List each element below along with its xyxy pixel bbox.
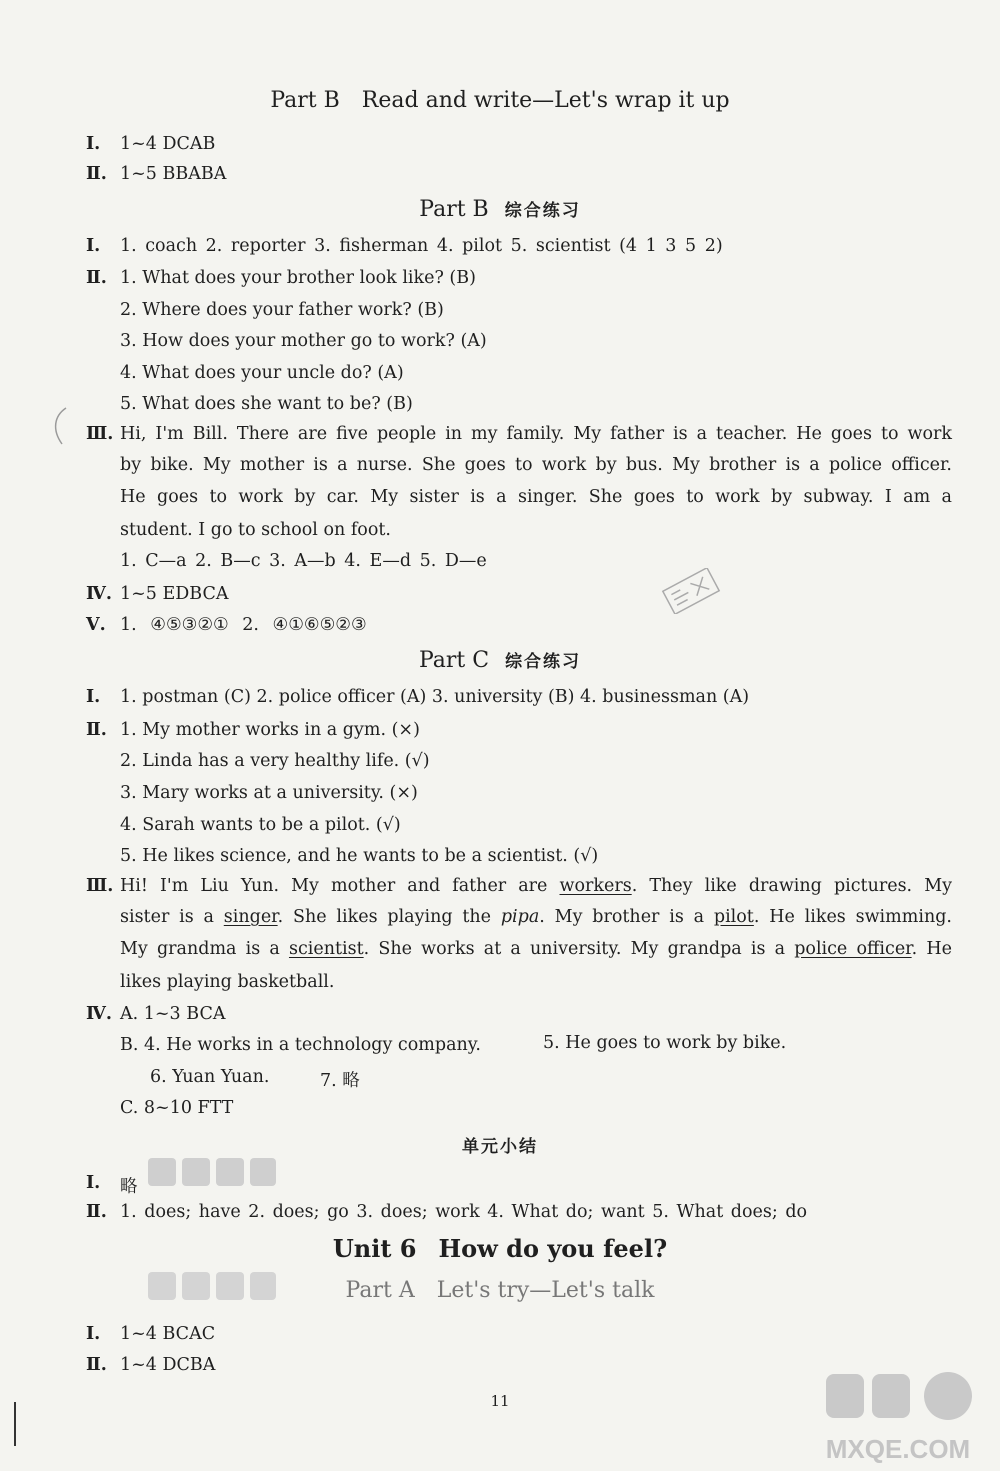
text: My grandma is a bbox=[120, 939, 289, 959]
roman-2: Ⅱ. bbox=[86, 268, 107, 288]
filled-blank: workers bbox=[559, 876, 632, 896]
roman-1: Ⅰ. bbox=[86, 1173, 101, 1193]
list-item: 2. Where does your father work? (B) bbox=[120, 300, 444, 320]
filled-blank: scientist bbox=[288, 939, 364, 959]
watermark-logo bbox=[800, 1370, 996, 1470]
answer-line: 1. postman (C) 2. police officer (A) 3. university (B) 4. businessman (A) bbox=[120, 687, 750, 707]
title-part-label: Part B bbox=[270, 88, 340, 113]
passage-line: student. I go to school on foot. bbox=[120, 520, 391, 540]
answer-line: 1~5 EDBCA bbox=[120, 584, 229, 604]
answer-line: 6. Yuan Yuan. bbox=[150, 1067, 270, 1087]
text: . He likes swimming. bbox=[753, 907, 952, 927]
title-part-label: Part C bbox=[418, 648, 490, 673]
roman-3: Ⅲ. bbox=[86, 424, 114, 444]
text: . She works at a university. My grandpa is a bbox=[363, 939, 795, 959]
roman-2: Ⅱ. bbox=[86, 1355, 107, 1375]
answer-line: C. 8~10 FTT bbox=[120, 1098, 234, 1118]
watermark-stamp-icon bbox=[140, 1148, 280, 1196]
answer-line: 1~4 DCBA bbox=[120, 1355, 216, 1375]
filled-blank: police officer bbox=[794, 939, 912, 959]
answer-line: 1. does; have 2. does; go 3. does; work 4. What do; want 5. What does; do bbox=[120, 1202, 808, 1222]
passage-line bbox=[120, 939, 952, 959]
list-item: 3. Mary works at a university. (×) bbox=[120, 783, 418, 803]
text: . She likes playing the bbox=[277, 907, 501, 927]
answer-line: 5. He goes to work by bike. bbox=[543, 1033, 787, 1053]
answer-line: 1. coach 2. reporter 3. fisherman 4. pilot 5. scientist (4 1 3 5 2) bbox=[120, 236, 723, 256]
roman-4: Ⅳ. bbox=[86, 1004, 112, 1024]
text: Hi! I'm Liu Yun. My mother and father are bbox=[120, 876, 560, 896]
watermark-stamp-icon bbox=[140, 1262, 280, 1310]
title-cn: 综合练习 bbox=[505, 652, 582, 672]
text: . My brother is a bbox=[539, 907, 714, 927]
list-item: 3. How does your mother go to work? (A) bbox=[120, 331, 487, 351]
text: . They like drawing pictures. My bbox=[631, 876, 953, 896]
pencil-mark bbox=[48, 404, 72, 448]
title-text: Let's try—Let's talk bbox=[436, 1278, 655, 1303]
text: sister is a bbox=[120, 907, 224, 927]
answer-line: 7. 略 bbox=[320, 1071, 360, 1091]
title-part-label: Part A bbox=[345, 1278, 415, 1303]
unit-title: How do you feel? bbox=[438, 1234, 668, 1263]
answer-line: B. 4. He works in a technology company. bbox=[120, 1035, 481, 1055]
answer-line: 1~4 DCAB bbox=[120, 134, 216, 154]
passage-line bbox=[120, 876, 952, 896]
unit-heading bbox=[0, 1234, 1000, 1263]
section-title-part-b-practice bbox=[0, 196, 1000, 222]
roman-2: Ⅱ. bbox=[86, 1202, 107, 1222]
text: . He bbox=[911, 939, 952, 959]
roman-1: Ⅰ. bbox=[86, 1324, 101, 1344]
watermark-text: MXQE.COM bbox=[825, 1434, 971, 1464]
filled-blank: pilot bbox=[713, 907, 754, 927]
filled-blank: singer bbox=[223, 907, 278, 927]
title-text: Read and write—Let's wrap it up bbox=[361, 88, 730, 113]
list-item: 2. Linda has a very healthy life. (√) bbox=[120, 751, 430, 771]
section-title-part-b-read-write bbox=[0, 88, 1000, 113]
match-answers: 1. C—a 2. B—c 3. A—b 4. E—d 5. D—e bbox=[120, 551, 487, 571]
unit-label: Unit 6 bbox=[332, 1234, 417, 1263]
answer-line: A. 1~3 BCA bbox=[120, 1004, 226, 1024]
list-item: 5. He likes science, and he wants to be a scientist. (√) bbox=[120, 846, 599, 866]
scan-edge-mark bbox=[8, 1400, 22, 1450]
title-part-label: Part B bbox=[419, 197, 489, 222]
roman-5: Ⅴ. bbox=[86, 615, 106, 635]
italic-word: pipa bbox=[500, 907, 540, 927]
passage-line: Hi, I'm Bill. There are five people in my family. My father is a teacher. He goes to work bbox=[120, 424, 952, 444]
passage-line: by bike. My mother is a nurse. She goes to work by bus. My brother is a police officer. bbox=[120, 455, 952, 475]
passage-line: likes playing basketball. bbox=[120, 972, 335, 992]
passage-line bbox=[120, 907, 952, 927]
answer-line: 1. ④⑤③②① 2. ④①⑥⑤②③ bbox=[120, 615, 367, 635]
roman-1: Ⅰ. bbox=[86, 236, 101, 256]
list-item: 1. My mother works in a gym. (×) bbox=[120, 720, 420, 740]
title-cn: 综合练习 bbox=[504, 201, 581, 221]
list-item: 1. What does your brother look like? (B) bbox=[120, 268, 476, 288]
list-item: 5. What does she want to be? (B) bbox=[120, 394, 413, 414]
page-number: 11 bbox=[490, 1392, 510, 1410]
section-title-unit-summary: 单元小结 bbox=[462, 1137, 538, 1157]
list-item: 4. What does your uncle do? (A) bbox=[120, 363, 404, 383]
roman-1: Ⅰ. bbox=[86, 134, 101, 154]
answer-line: 1~4 BCAC bbox=[120, 1324, 216, 1344]
roman-2: Ⅱ. bbox=[86, 720, 107, 740]
answer-line: 略 bbox=[120, 1177, 138, 1197]
roman-1: Ⅰ. bbox=[86, 687, 101, 707]
roman-4: Ⅳ. bbox=[86, 584, 112, 604]
stamp-icon bbox=[658, 568, 724, 614]
roman-2: Ⅱ. bbox=[86, 164, 107, 184]
section-title-part-c-practice bbox=[0, 647, 1000, 673]
list-item: 4. Sarah wants to be a pilot. (√) bbox=[120, 815, 401, 835]
passage-line: He goes to work by car. My sister is a singer. She goes to work by subway. I am a bbox=[120, 487, 952, 507]
answer-line: 1~5 BBABA bbox=[120, 164, 227, 184]
roman-3: Ⅲ. bbox=[86, 876, 114, 896]
